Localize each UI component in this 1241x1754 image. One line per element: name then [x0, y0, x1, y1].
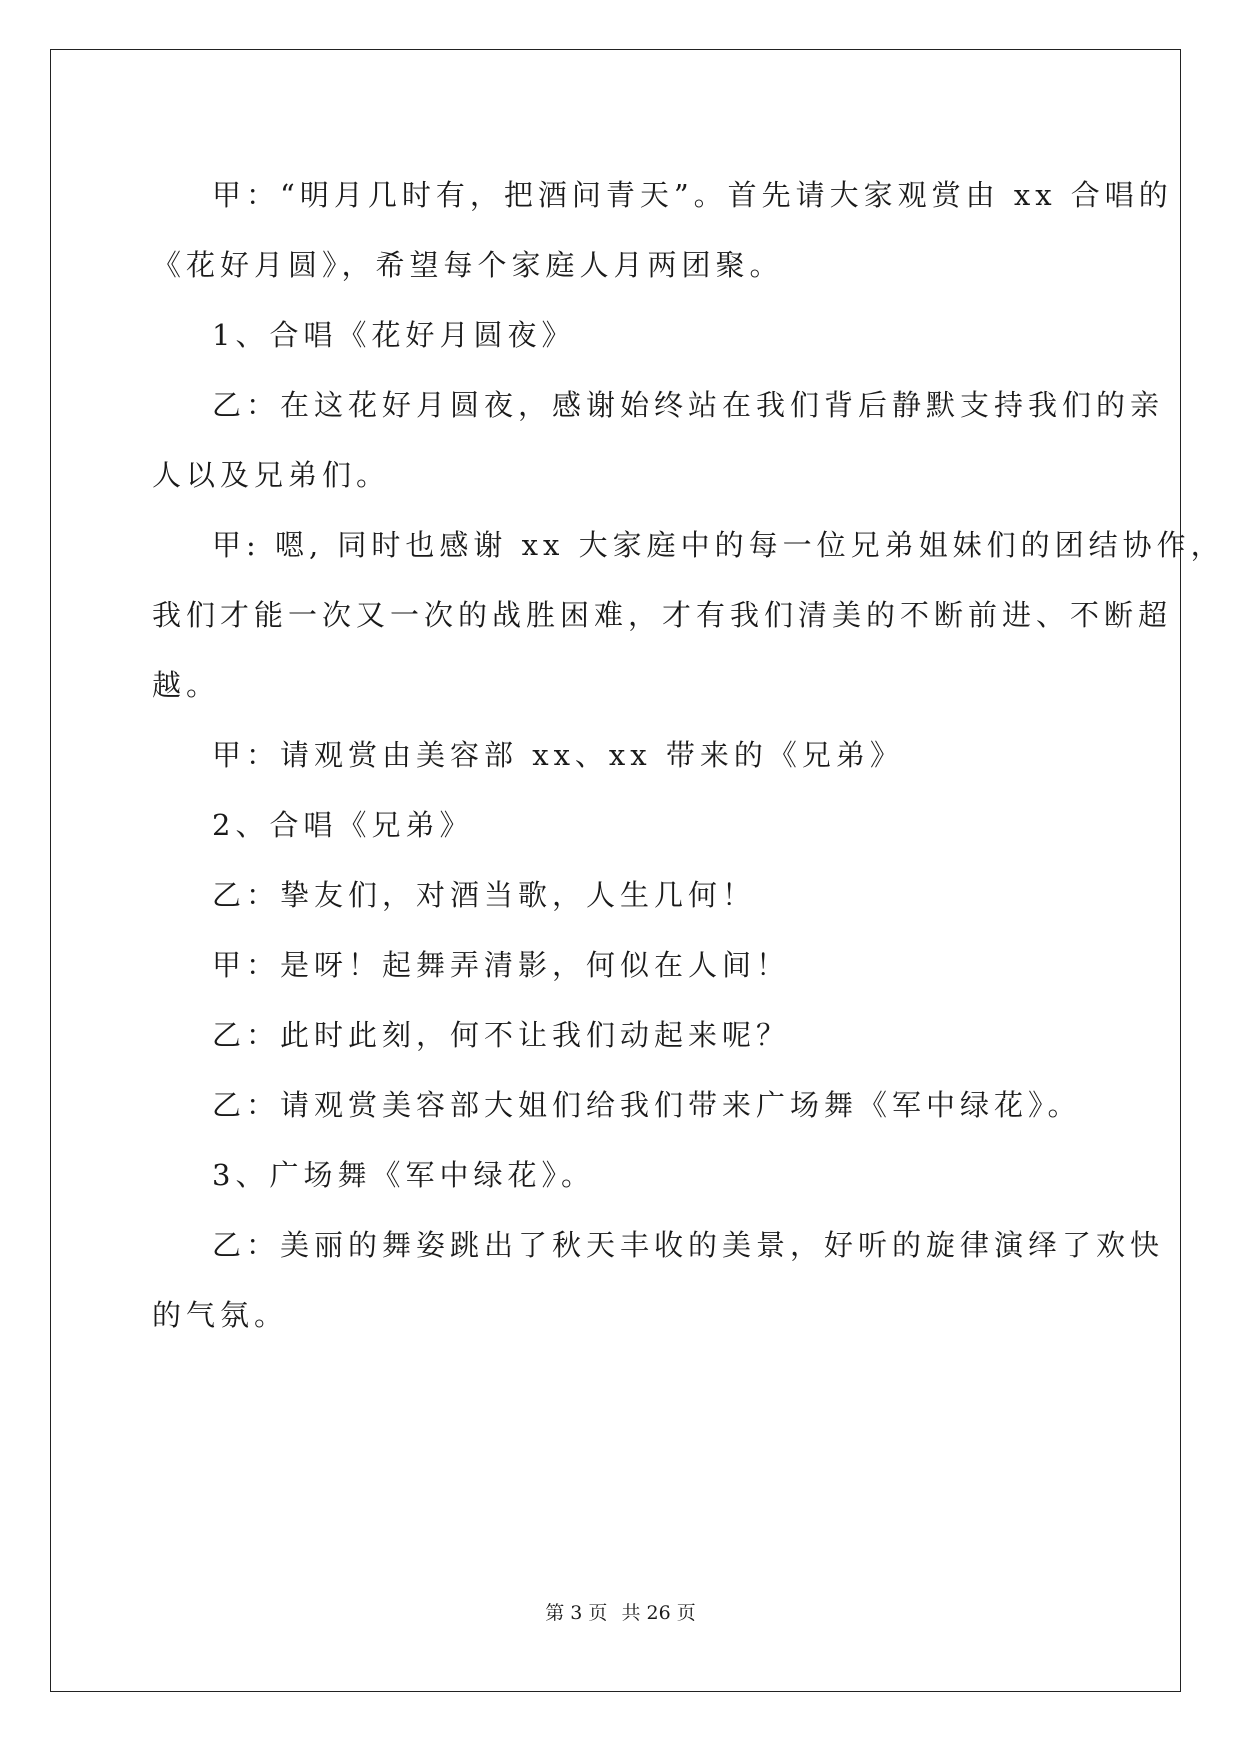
paragraph-line: 的气氛。	[152, 1298, 289, 1332]
paragraph-line: 甲：请观赏由美容部 xx、xx 带来的《兄弟》	[212, 738, 904, 772]
paragraph-line: 我们才能一次又一次的战胜困难，才有我们清美的不断前进、不断超	[152, 598, 1173, 632]
paragraph-line: 乙：美丽的舞姿跳出了秋天丰收的美景，好听的旋律演绎了欢快	[212, 1228, 1165, 1262]
paragraph-line: 乙：此时此刻，何不让我们动起来呢？	[212, 1018, 791, 1052]
paragraph-line: 3、广场舞《军中绿花》。	[212, 1158, 595, 1192]
paragraph-line: 越。	[152, 668, 221, 702]
page-total: 共 26 页	[621, 1602, 696, 1624]
paragraph-line: 1、合唱《花好月圆夜》	[212, 318, 576, 352]
page-number: 第 3 页	[545, 1602, 608, 1624]
paragraph-line: 乙：在这花好月圆夜，感谢始终站在我们背后静默支持我们的亲	[212, 388, 1165, 422]
paragraph-line: 乙：请观赏美容部大姐们给我们带来广场舞《军中绿花》。	[212, 1088, 1082, 1122]
page-footer	[0, 1598, 1241, 1625]
paragraph-line: 甲: 嗯, 同时也感谢 xx 大家庭中的每一位兄弟姐妹们的团结协作，	[212, 528, 1225, 562]
paragraph-line: 人以及兄弟们。	[152, 458, 391, 492]
paragraph-line: 甲：是呀！起舞弄清影，何似在人间！	[212, 948, 791, 982]
paragraph-line: 《花好月圆》，希望每个家庭人月两团聚。	[152, 248, 784, 282]
paragraph-line: 2、合唱《兄弟》	[212, 808, 474, 842]
paragraph-line: 乙：挚友们，对酒当歌，人生几何！	[212, 878, 757, 912]
document-body	[152, 160, 1225, 1350]
paragraph-line: 甲：“明月几时有，把酒问青天”。首先请大家观赏由 xx 合唱的	[212, 178, 1173, 212]
